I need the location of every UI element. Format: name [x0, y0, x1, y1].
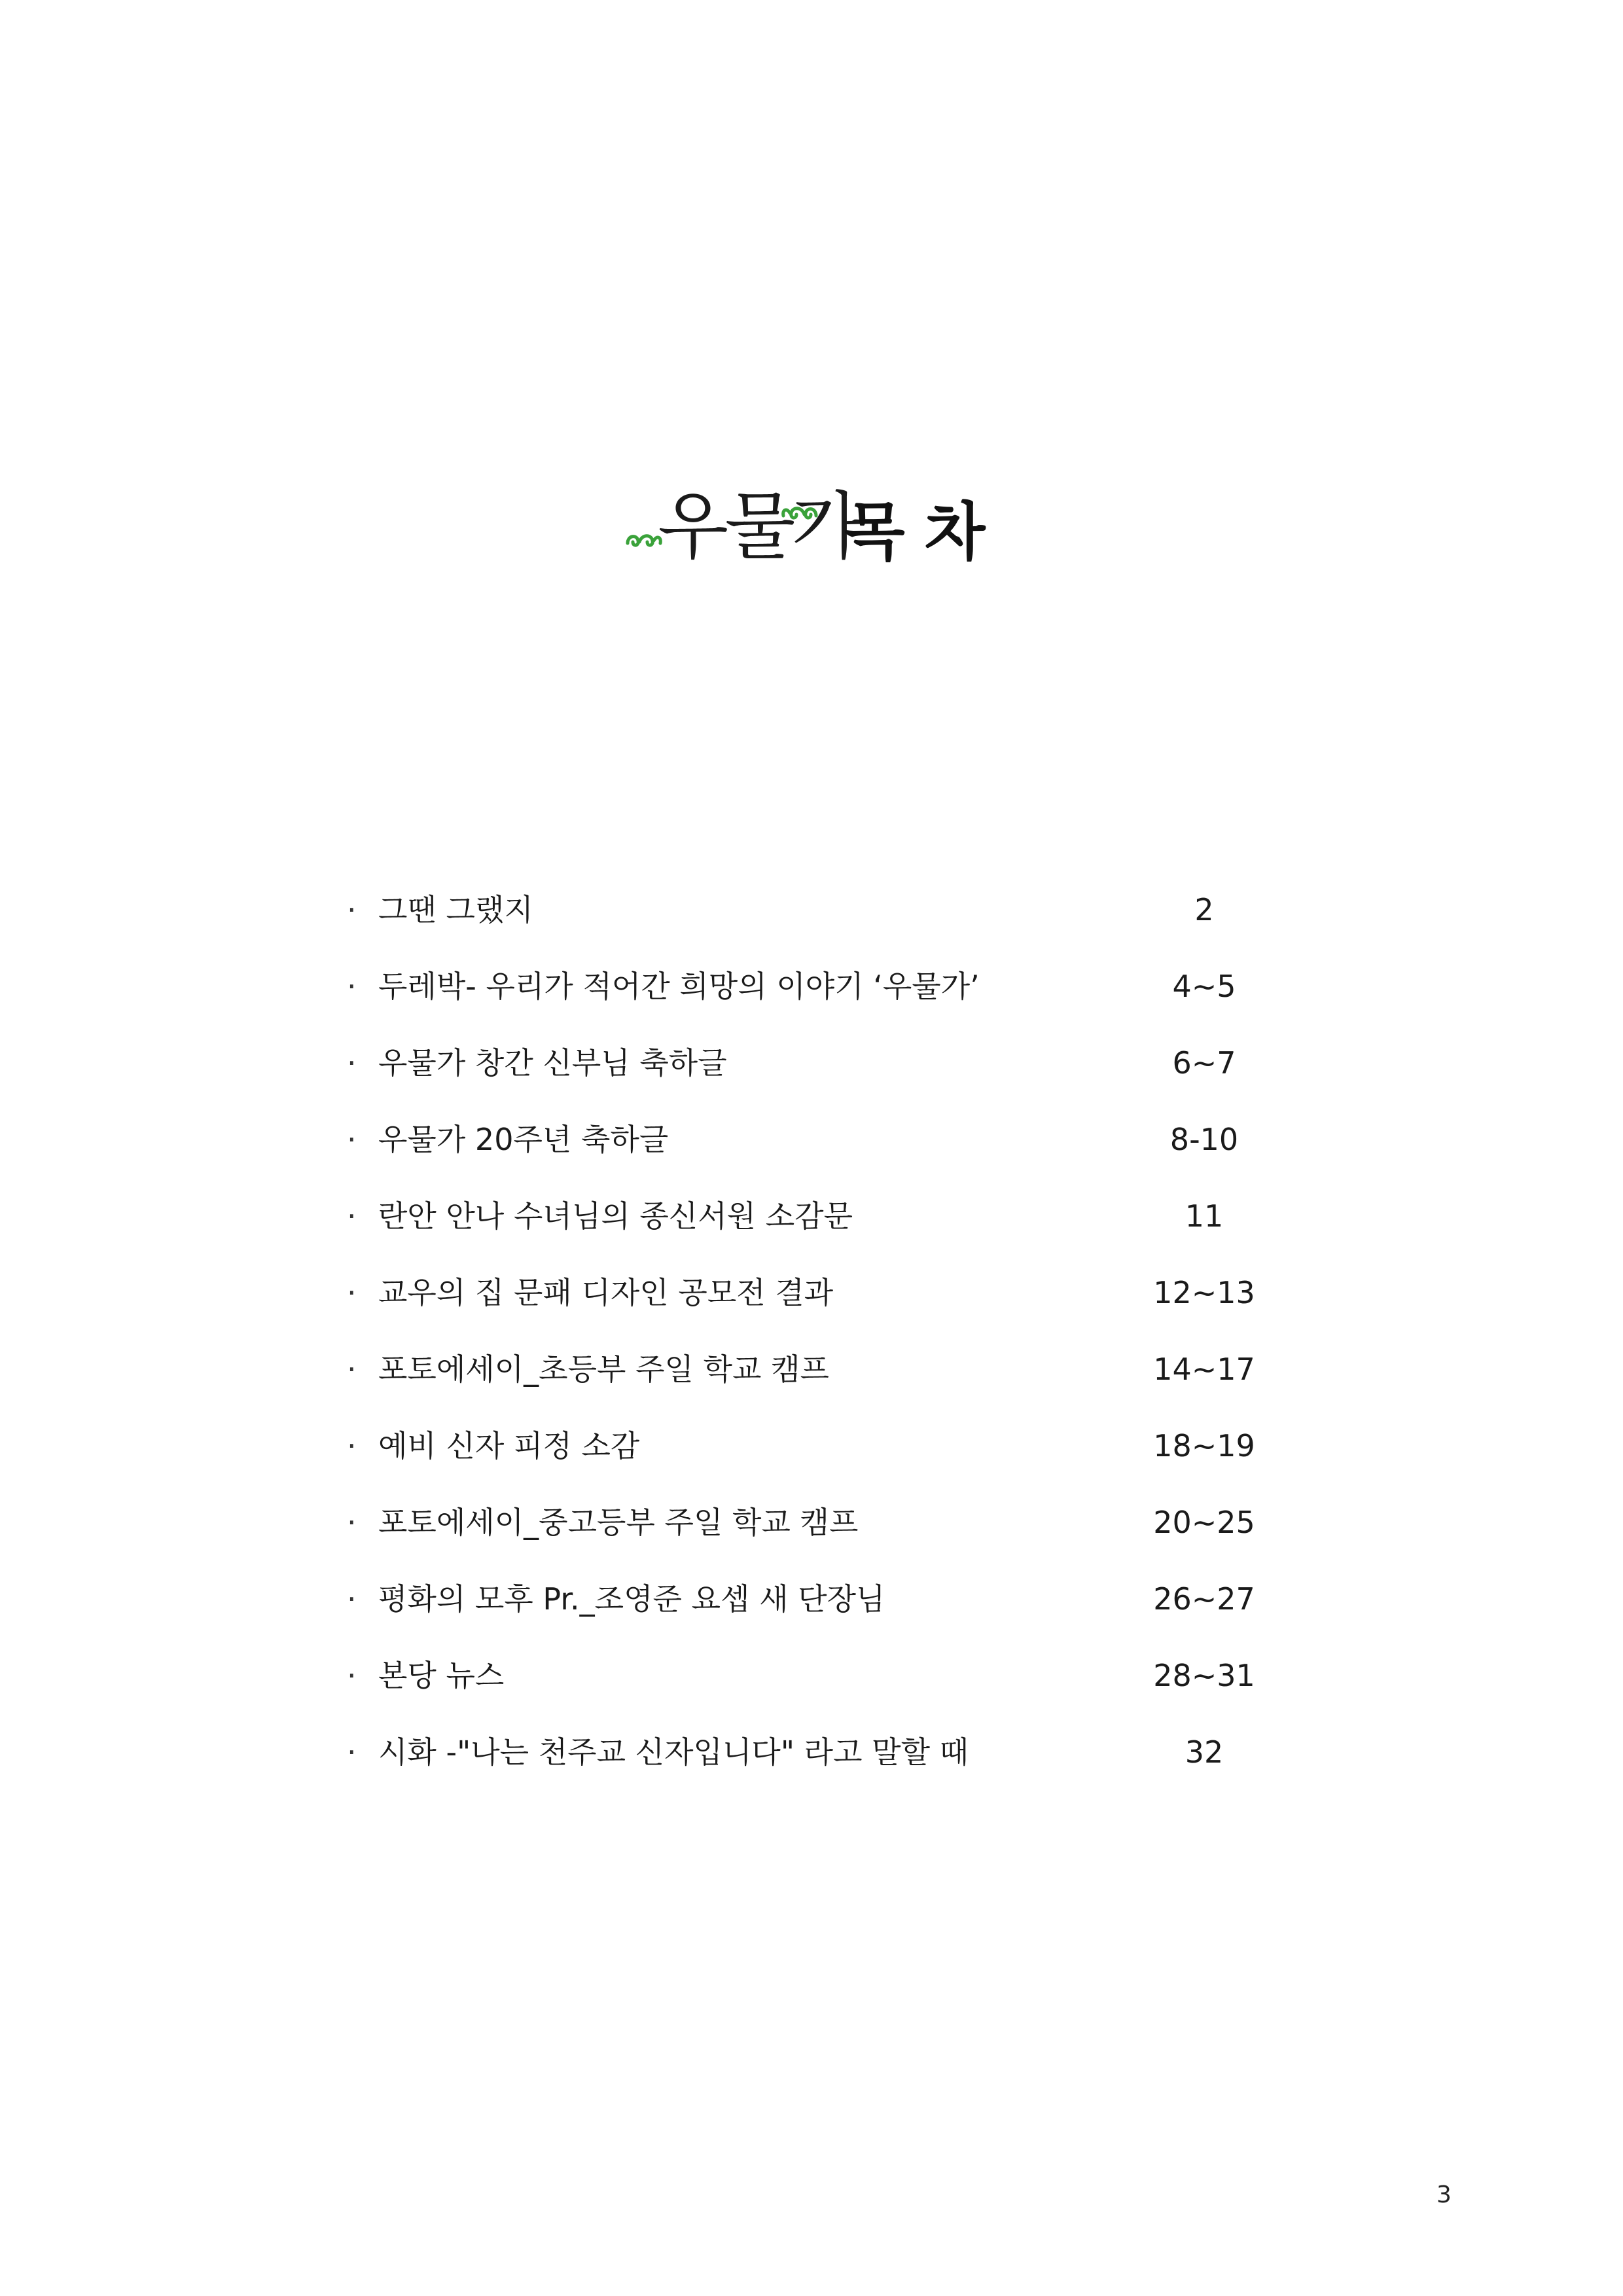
toc-item-page: 26~27 [1153, 1581, 1255, 1617]
bullet: · [347, 1198, 357, 1234]
toc-item[interactable] [347, 1656, 1309, 1732]
toc-item-title: 포토에세이_초등부 주일 학교 캠프 [378, 1352, 829, 1387]
bullet: · [347, 1045, 357, 1081]
toc-item-page: 6~7 [1172, 1045, 1236, 1081]
page-number: 3 [1436, 2181, 1452, 2208]
bullet: · [347, 1581, 357, 1617]
toc-item[interactable] [347, 1196, 1309, 1273]
bullet: · [347, 892, 357, 927]
bullet: · [347, 1352, 357, 1387]
toc-item-title: 우물가 창간 신부님 축하글 [378, 1045, 727, 1081]
toc-item-title: 포토에세이_중고등부 주일 학교 캠프 [378, 1505, 859, 1540]
page-title: 목차 [844, 495, 1005, 569]
toc-item-page: 14~17 [1153, 1352, 1255, 1387]
toc-item[interactable] [347, 1732, 1309, 1809]
magazine-logo [625, 478, 859, 576]
toc-item[interactable] [347, 1043, 1309, 1120]
toc-item-title: 예비 신자 피정 소감 [378, 1428, 640, 1463]
bullet: · [347, 1734, 357, 1770]
bullet: · [347, 1505, 357, 1540]
toc-item-title: 본당 뉴스 [378, 1658, 505, 1693]
bullet: · [347, 1122, 357, 1157]
toc-item-title: 그땐 그랬지 [378, 892, 533, 927]
toc-item-title: 우물가 20주년 축하글 [378, 1122, 669, 1157]
toc-item-page: 20~25 [1153, 1505, 1255, 1540]
toc-item-page: 12~13 [1153, 1275, 1255, 1310]
title-block [0, 458, 1623, 589]
toc-item[interactable] [347, 1120, 1309, 1196]
toc-item[interactable] [347, 1426, 1309, 1503]
toc-item-title: 란안 안나 수녀님의 종신서원 소감문 [378, 1198, 853, 1234]
toc-item-page: 2 [1194, 892, 1214, 927]
bullet: · [347, 1275, 357, 1310]
swirl-right-icon [781, 501, 819, 524]
toc-item-page: 18~19 [1153, 1428, 1255, 1463]
toc-item-page: 32 [1185, 1734, 1224, 1770]
toc-item-title: 두레박- 우리가 적어간 희망의 이야기 ‘우물가’ [378, 969, 980, 1004]
toc-item[interactable] [347, 1273, 1309, 1350]
toc-item[interactable] [347, 1579, 1309, 1656]
bullet: · [347, 1428, 357, 1463]
toc-item[interactable] [347, 1350, 1309, 1426]
toc-item-page: 11 [1185, 1198, 1224, 1234]
toc-item-page: 4~5 [1172, 969, 1236, 1004]
toc-item[interactable] [347, 1503, 1309, 1579]
toc-item-title: 교우의 집 문패 디자인 공모전 결과 [378, 1275, 834, 1310]
toc-item-title: 시화 -"나는 천주교 신자입니다" 라고 말할 때 [378, 1734, 969, 1770]
logo-text: 우물가 [658, 484, 859, 569]
toc-item-page: 28~31 [1153, 1658, 1255, 1693]
toc-item[interactable] [347, 967, 1309, 1043]
toc-item-title: 평화의 모후 Pr._조영준 요셉 새 단장님 [378, 1581, 885, 1617]
toc-item-page: 8-10 [1169, 1122, 1239, 1157]
bullet: · [347, 969, 357, 1004]
table-of-contents [347, 890, 1309, 1809]
bullet: · [347, 1658, 357, 1693]
toc-item[interactable] [347, 890, 1309, 967]
